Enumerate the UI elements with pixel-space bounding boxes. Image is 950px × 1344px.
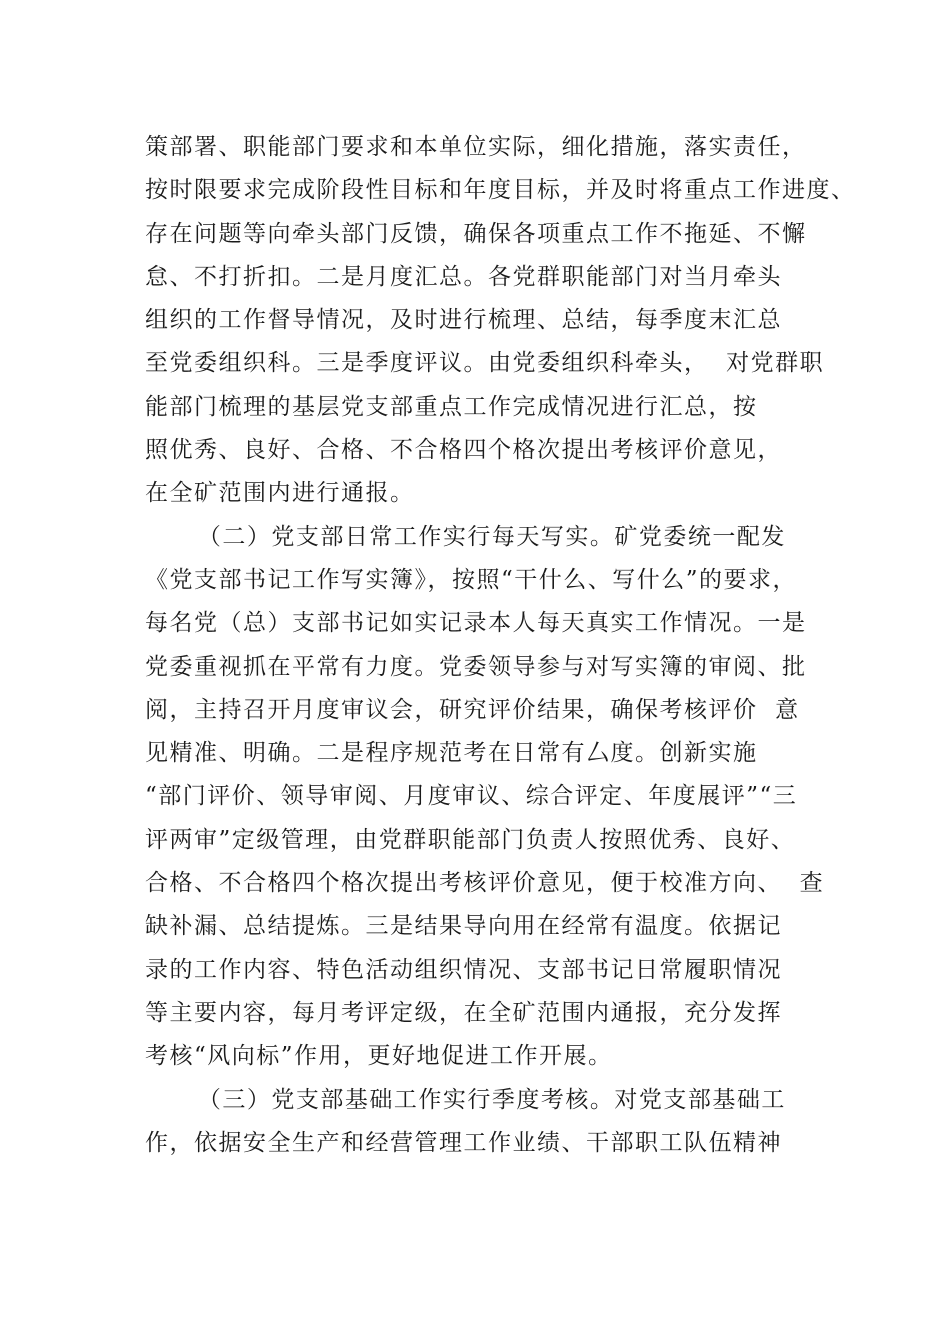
text-line: 照优秀、良好、合格、不合格四个格次提出考核评价意见， bbox=[145, 437, 782, 464]
text-line: 怠、不打折扣。二是月度汇总。各党群职能部门对当月牵头 bbox=[145, 263, 782, 290]
text-line: “部门评价、领导审阅、月度审议、综合评定、年度展评”“三 bbox=[145, 783, 798, 810]
text-line: 《党支部书记工作写实簿》，按照“干什么、写什么”的要求， bbox=[145, 566, 798, 593]
text-line: 党委重视抓在平常有力度。党委领导参与对写实簿的审阅、批 bbox=[145, 653, 807, 680]
text-line: 见精准、明确。二是程序规范考在日常有厶度。创新实施 bbox=[145, 740, 758, 767]
text-line: 等主要内容，每月考评定级，在全矿范围内通报，充分发挥 bbox=[145, 999, 782, 1026]
text-line: 策部署、职能部门要求和本单位实际，细化措施，落实责任， bbox=[145, 134, 807, 160]
text-line: 评两审”定级管理，由党群职能部门负责人按照优秀、良好、 bbox=[145, 826, 796, 853]
text-line: 作，依据安全生产和经营管理工作业绩、干部职工队伍精神 bbox=[145, 1129, 782, 1156]
body-text bbox=[145, 126, 856, 1165]
text-line: （三）党支部基础工作实行季度考核。对党支部基础工 bbox=[145, 1086, 786, 1113]
text-line: 每名党（总）支部书记如实记录本人每天真实工作情况。一是 bbox=[145, 610, 807, 637]
text-line: 存在问题等向牵头部门反馈，确保各项重点工作不拖延、不懈 bbox=[145, 220, 807, 247]
text-line: （二）党支部日常工作实行每天写实。矿党委统一配发 bbox=[145, 523, 786, 550]
text-line: 至党委组织科。三是季度评议。由党委组织科牵头， 对党群职 bbox=[145, 350, 825, 377]
text-line: 阅，主持召开月度审议会，研究评价结果，确保考核评价 意 bbox=[145, 696, 800, 723]
text-line: 能部门梳理的基层党支部重点工作完成情况进行汇总，按 bbox=[145, 393, 758, 420]
text-line: 录的工作内容、特色活动组织情况、支部书记日常履职情况 bbox=[145, 956, 782, 983]
text-line: 组织的工作督导情况，及时进行梳理、总结，每季度末汇总 bbox=[145, 307, 782, 334]
text-line: 在全矿范围内进行通报。 bbox=[145, 480, 415, 507]
text-line: 缺补漏、总结提炼。三是结果导向用在经常有温度。依据记 bbox=[145, 913, 782, 940]
text-line: 按时限要求完成阶段性目标和年度目标，并及时将重点工作进度、 bbox=[145, 177, 856, 204]
text-line: 考核“风向标”作用，更好地促进工作开展。 bbox=[145, 1043, 613, 1070]
text-line: 合格、不合格四个格次提出考核评价意见，便于校准方向、 查 bbox=[145, 870, 825, 897]
